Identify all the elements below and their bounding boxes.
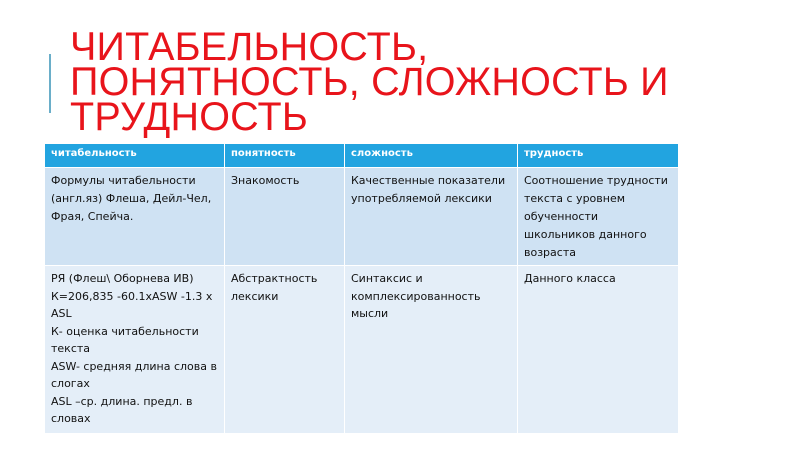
table-cell: Синтаксис и комплексированность мысли: [345, 266, 518, 434]
table-row: [45, 266, 679, 434]
header-readability: читабельность: [45, 144, 225, 168]
table-cell: Соотношение трудности текста с уровнем обученности школьников данного возраста: [518, 168, 679, 266]
table-cell: Знакомость: [225, 168, 345, 266]
formula-asw-definition: ASW- средняя длина слова в слогах: [51, 359, 217, 390]
title-accent-bar: [49, 54, 51, 113]
table-row: [45, 168, 679, 266]
table-cell: Абстрактность лексики: [225, 266, 345, 434]
table-header-row: [45, 144, 679, 168]
title-line-2: ПОНЯТНОСТЬ, СЛОЖНОСТЬ И: [70, 60, 669, 104]
table-cell: Данного класса: [518, 266, 679, 434]
header-complexity: сложность: [345, 144, 518, 168]
header-difficulty: трудность: [518, 144, 679, 168]
slide-title: [70, 25, 770, 139]
title-line-3: ТРУДНОСТЬ: [70, 95, 308, 139]
formula-source: РЯ (Флеш\ Оборнева ИВ): [51, 272, 194, 285]
formula-expression: К=206,835 -60.1хASW -1.3 х ASL: [51, 289, 213, 320]
header-comprehensibility: понятность: [225, 144, 345, 168]
table-cell-formula: [45, 266, 225, 434]
comparison-table: [44, 143, 679, 434]
table-cell: Качественные показатели употребляемой лексики: [345, 168, 518, 266]
title-line-1: ЧИТАБЕЛЬНОСТЬ,: [70, 25, 429, 69]
formula-asl-definition: ASL –ср. длина. предл. в словах: [51, 394, 193, 425]
table-cell: Формулы читабельности (англ.яз) Флеша, Дейл-Чел, Фрая, Спейча.: [45, 168, 225, 266]
formula-k-definition: К- оценка читабельности текста: [51, 324, 199, 355]
